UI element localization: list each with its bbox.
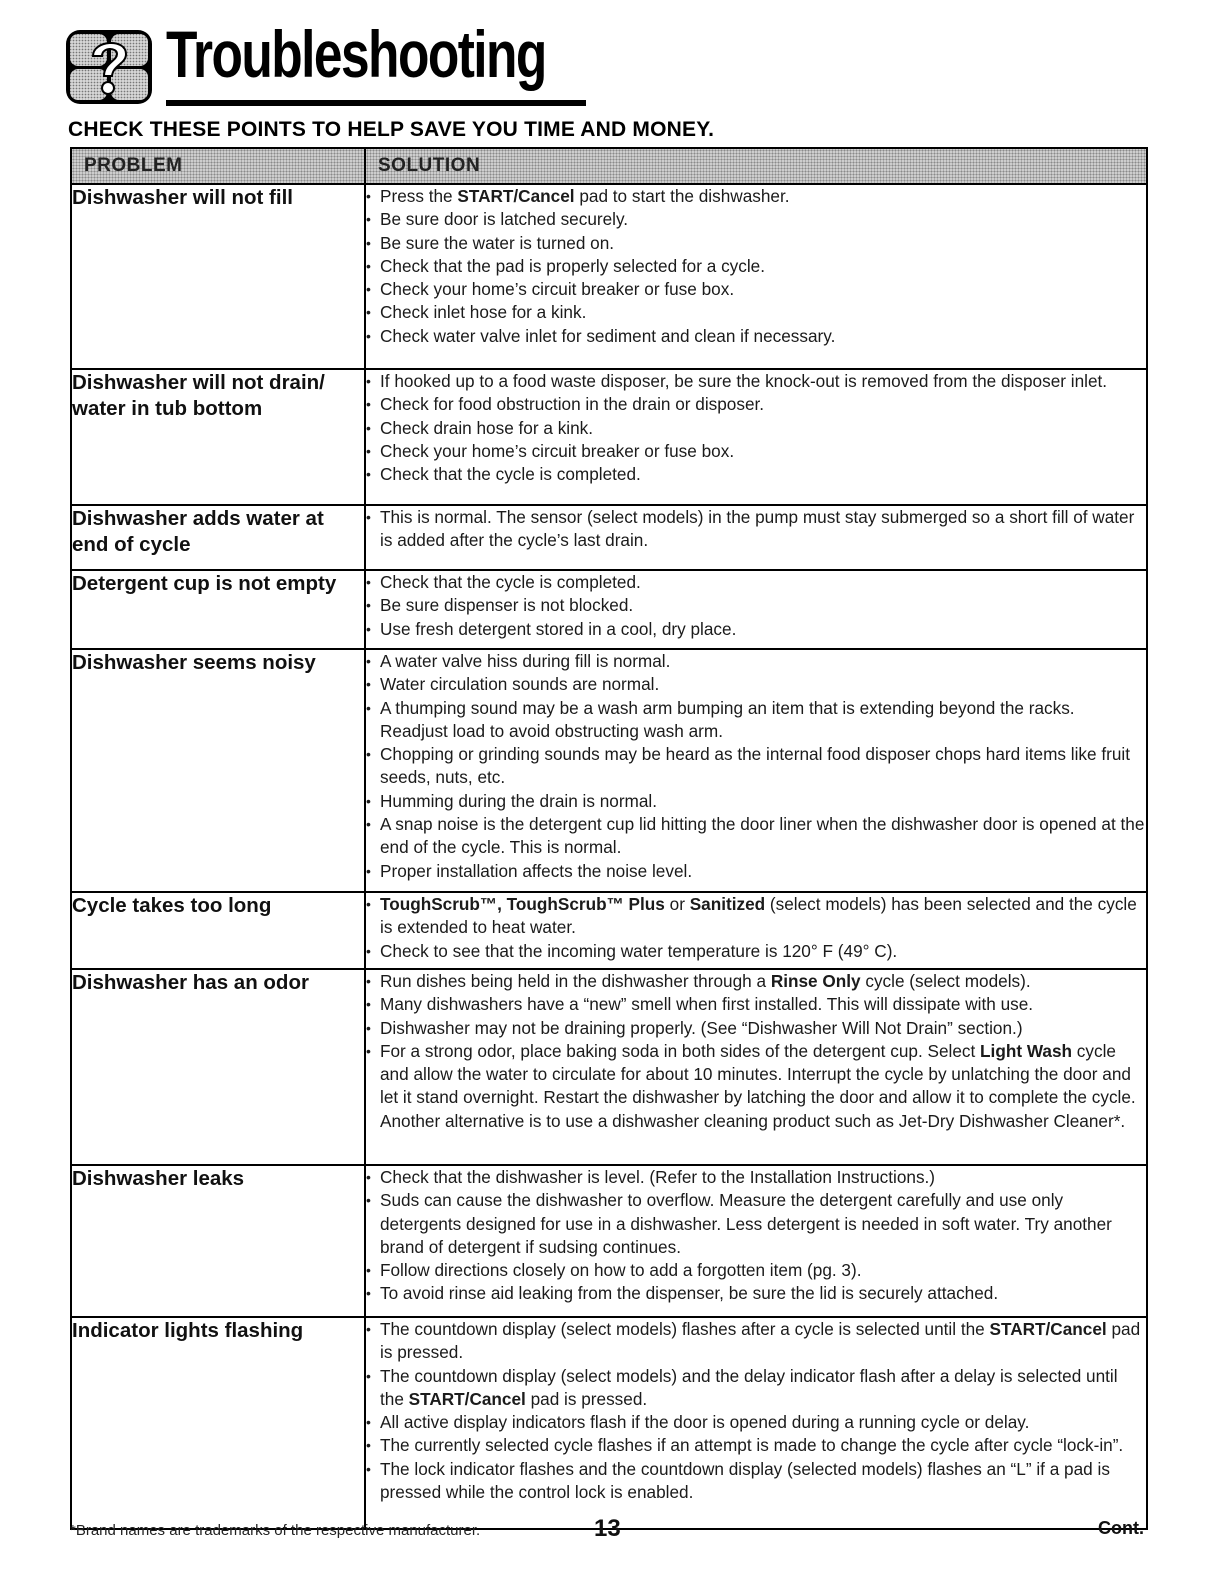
title-underline [166,100,586,106]
solution-item [366,1318,1146,1365]
solution-text: pad to start the dishwasher. [574,186,790,206]
solution-item [366,1434,1146,1457]
solution-text: A water valve hiss during fill is normal. [380,651,671,671]
solution-item [366,232,1146,255]
solution-item [366,1411,1146,1434]
solution-cell [365,184,1147,369]
problem-column-header: PROBLEM [71,148,365,184]
solution-list [366,370,1146,486]
solution-item [366,970,1146,993]
solution-text: Chopping or grinding sounds may be heard as the internal food disposer chops hard items like fruit seeds, nuts, etc. [380,744,1130,788]
solution-text: Check water valve inlet for sediment and clean if necessary. [380,325,836,346]
problem-cell: Dishwasher has an odor [71,969,365,1165]
solution-item [366,813,1146,860]
solution-text: Water circulation sounds are normal. [380,674,660,695]
table-row [71,969,1147,1165]
page-subtitle: CHECK THESE POINTS TO HELP SAVE YOU TIME AND MONEY. [68,118,715,141]
solution-text: Check for food obstruction in the drain or disposer. [380,394,765,415]
solution-list [366,185,1146,348]
solution-text: pad is pressed. [380,1319,1141,1363]
solution-text: Many dishwashers have a “new” smell when first installed. This will dissipate with use. [380,994,1034,1015]
solution-item [366,1282,1146,1305]
solution-text: Check inlet hose for a kink. [380,302,587,323]
solution-item [366,370,1146,393]
solution-text: If hooked up to a food waste disposer, be sure the knock-out is removed from the disposer inlet. [380,371,1108,391]
solution-text: Check drain hose for a kink. [380,417,594,438]
solution-item [366,1259,1146,1282]
solution-text: (select models) has been selected and the cycle is extended to heat water. [380,894,1137,938]
solution-text: Press the [380,186,458,206]
solution-list [366,893,1146,963]
solution-list [366,506,1146,553]
solution-list [366,970,1146,1133]
table-row [71,1317,1147,1529]
solution-text: This is normal. The sensor (select models) in the pump must stay submerged so a short fill of water is added after the cycle’s last drain. [380,507,1135,551]
solution-text: Dishwasher may not be draining properly. (See “Dishwasher Will Not Drain” section.) [380,1017,1023,1038]
problem-cell: Dishwasher leaks [71,1165,365,1317]
solution-text: Run dishes being held in the dishwasher through a [380,971,771,991]
solution-item [366,650,1146,673]
solution-text: To avoid rinse aid leaking from the dispenser, be sure the lid is securely attached. [380,1283,999,1304]
solution-text: Check that the cycle is completed. [380,464,641,485]
solution-item [366,790,1146,813]
solution-text: For a strong odor, place baking soda in both sides of the detergent cup. Select [380,1040,981,1061]
solution-text: All active display indicators flash if the door is opened during a running cycle or delay. [380,1412,1030,1433]
solution-text: Be sure the water is turned on. [380,232,615,253]
solution-text: Humming during the drain is normal. [380,790,658,811]
solution-item [366,571,1146,594]
solution-item [366,325,1146,348]
solution-item [366,1365,1146,1412]
solution-list [366,1318,1146,1504]
solution-cell [365,649,1147,892]
solution-text: Check that the cycle is completed. [380,572,641,592]
solution-text: Check your home’s circuit breaker or fuse box. [380,279,735,300]
solution-item [366,594,1146,617]
page-number: 13 [594,1515,621,1542]
table-body [71,184,1147,1529]
solution-cell [365,369,1147,505]
troubleshooting-table [70,147,1148,1530]
problem-cell: Dishwasher seems noisy [71,649,365,892]
solution-item [366,860,1146,883]
solution-text: A snap noise is the detergent cup lid hitting the door liner when the dishwasher door is opened at the end of the cycle. This is normal. [380,814,1145,858]
solution-item [366,393,1146,416]
solution-text: Be sure dispenser is not blocked. [380,595,634,616]
solution-column-header: SOLUTION [365,148,1147,184]
question-mark-icon [66,30,152,104]
solution-item [366,1166,1146,1189]
solution-text: cycle (select models). [860,971,1031,991]
page-header [66,17,666,112]
solution-item [366,301,1146,324]
solution-bold-text: ToughScrub™, ToughScrub™ Plus [380,894,665,914]
solution-bold-text: Sanitized [689,894,766,914]
problem-cell: Dishwasher adds water at end of cycle [71,505,365,570]
solution-cell [365,505,1147,570]
solution-cell [365,570,1147,649]
solution-text: The countdown display (select models) flashes after a cycle is selected until the [380,1319,990,1339]
solution-text: Check your home’s circuit breaker or fuse box. [380,440,735,461]
problem-cell: Dishwasher will not fill [71,184,365,369]
page-title: Troubleshooting [166,17,546,91]
continued-label: Cont. [1098,1518,1144,1538]
trademark-footnote: *Brand names are trademarks of the respective manufacturer. [70,1522,481,1539]
solution-item [366,440,1146,463]
solution-item [366,208,1146,231]
solution-item [366,993,1146,1016]
solution-text: Check that the dishwasher is level. (Refer to the Installation Instructions.) [380,1167,936,1187]
solution-item [366,463,1146,486]
table-row [71,892,1147,969]
solution-text: cycle and allow the water to circulate for about 10 minutes. Interrupt the cycle by unlatching the door and let it stand overnight. Restart the dishwasher by latching the door and allow it to complete the cycle. Another alternative is to use a dishwasher cleaning product such as Jet-Dry Dishwasher Cleaner*. [380,1040,1136,1131]
solution-item [366,743,1146,790]
solution-item [366,1017,1146,1040]
solution-text: Follow directions closely on how to add a forgotten item (pg. 3). [380,1260,862,1281]
solution-list [366,571,1146,641]
solution-item [366,697,1146,744]
solution-text: Suds can cause the dishwasher to overflow. Measure the detergent carefully and use only detergents designed for use in a dishwasher. Less detergent is needed in soft water. Try another brand of detergent if sudsing continues. [380,1190,1112,1257]
solution-cell [365,1165,1147,1317]
table-row [71,184,1147,369]
solution-item [366,940,1146,963]
solution-item [366,185,1146,208]
solution-bold-text: START/Cancel [457,186,575,206]
solution-list [366,1166,1146,1306]
solution-item [366,506,1146,553]
solution-text: The countdown display (select models) and the delay indicator flash after a delay is selected until the [380,1365,1118,1409]
solution-text: Proper installation affects the noise level. [380,860,693,881]
solution-text: Check to see that the incoming water temperature is 120° F (49° C). [380,940,898,961]
problem-cell: Dishwasher will not drain/ water in tub bottom [71,369,365,505]
solution-cell [365,1317,1147,1529]
solution-item [366,417,1146,440]
table-header-row [71,148,1147,184]
table-row [71,505,1147,570]
solution-list [366,650,1146,883]
solution-text: The lock indicator flashes and the countdown display (selected models) flashes an “L” if a pad is pressed while the control lock is enabled. [380,1458,1110,1503]
solution-item [366,255,1146,278]
solution-item [366,1189,1146,1259]
solution-text: The currently selected cycle flashes if an attempt is made to change the cycle after cycle “lock-in”. [380,1435,1124,1456]
solution-cell [365,969,1147,1165]
solution-bold-text: START/Cancel [989,1319,1107,1339]
solution-item [366,1040,1146,1133]
table-row [71,570,1147,649]
problem-cell: Cycle takes too long [71,892,365,969]
solution-bold-text: Light Wash [980,1040,1073,1061]
problem-cell: Detergent cup is not empty [71,570,365,649]
solution-cell [365,892,1147,969]
solution-text: A thumping sound may be a wash arm bumping an item that is extending beyond the racks. Readjust load to avoid obstructing wash arm. [380,697,1075,741]
table-row [71,1165,1147,1317]
solution-item [366,278,1146,301]
solution-bold-text: Rinse Only [770,971,861,991]
solution-text: or [664,894,690,914]
solution-item [366,673,1146,696]
solution-text: Check that the pad is properly selected for a cycle. [380,255,766,276]
solution-text: Be sure door is latched securely. [380,209,629,230]
solution-text: Use fresh detergent stored in a cool, dry place. [380,618,737,639]
solution-bold-text: START/Cancel [408,1388,526,1409]
problem-cell: Indicator lights flashing [71,1317,365,1529]
table-row [71,649,1147,892]
solution-item [366,618,1146,641]
solution-item [366,1458,1146,1505]
table-row [71,369,1147,505]
solution-item [366,893,1146,940]
solution-text: pad is pressed. [525,1388,648,1409]
